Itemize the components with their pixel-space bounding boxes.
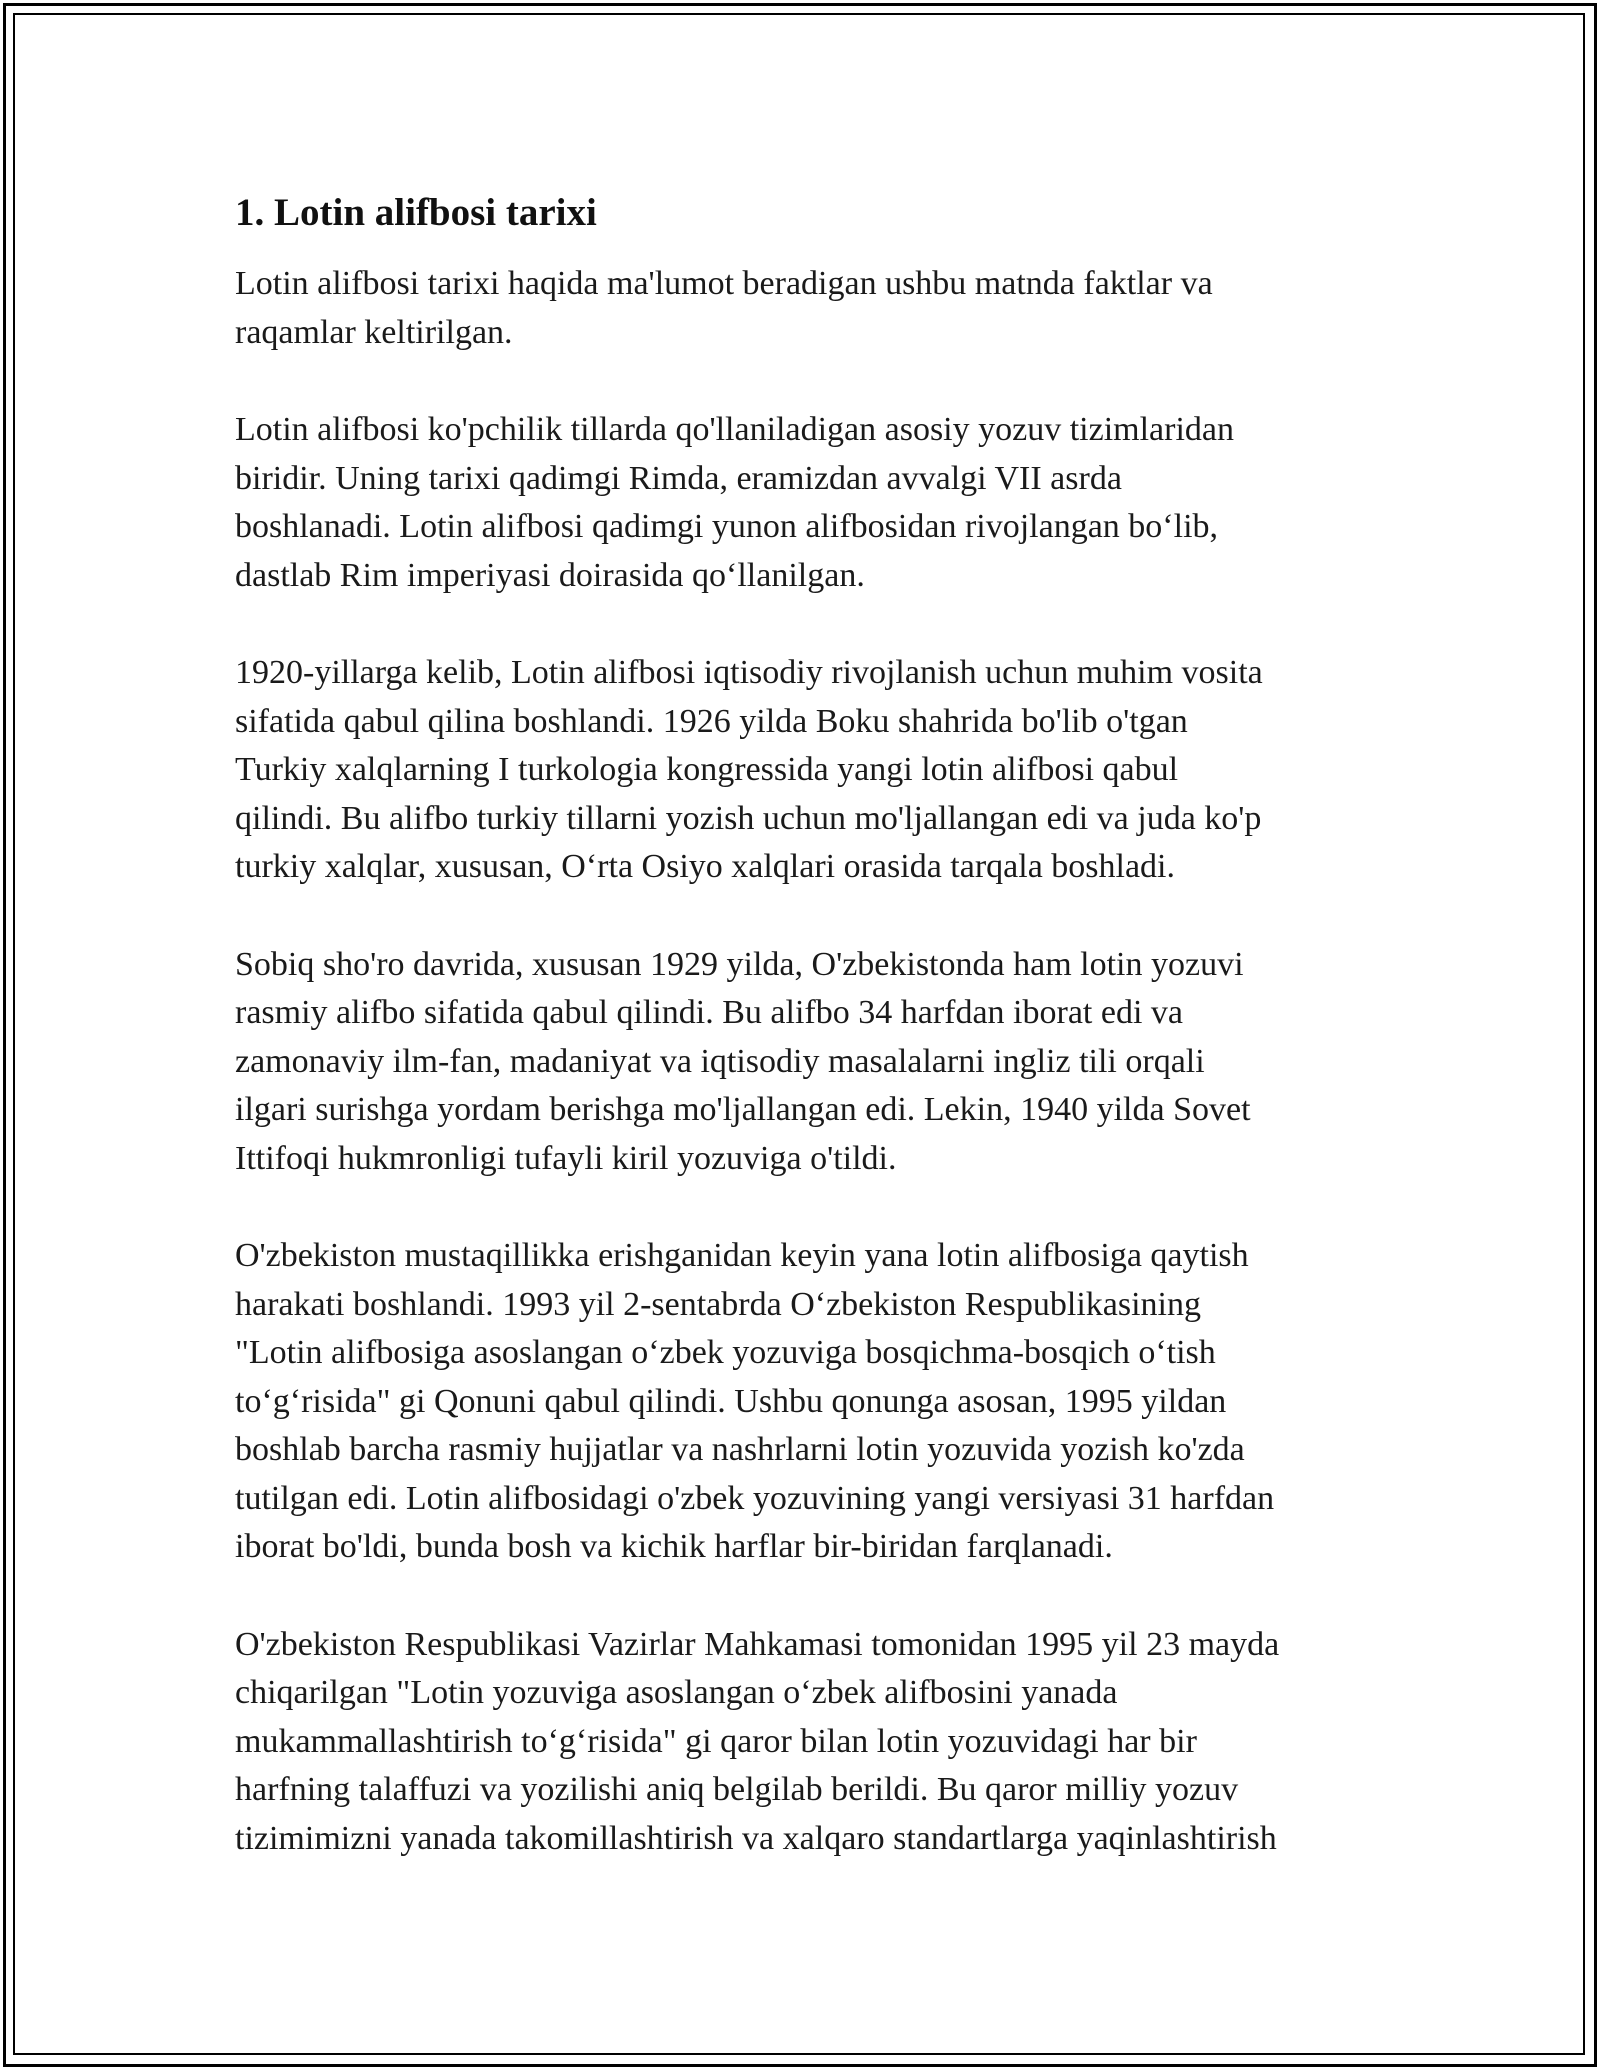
paragraph-line: to‘g‘risida" gi Qonuni qabul qilindi. Ushbu qonunga asosan, 1995 yildan: [235, 1382, 1227, 1420]
paragraph-line: boshlab barcha rasmiy hujjatlar va nashrlarni lotin yozuvida yozish ko'zda: [235, 1431, 1245, 1468]
paragraph-list: [235, 260, 1375, 1863]
document-title: 1. Lotin alifbosi tarixi: [235, 191, 597, 234]
paragraph-line: harfning talaffuzi va yozilishi aniq belgilab berildi. Bu qaror milliy yozuv: [235, 1771, 1239, 1808]
paragraph-line: O'zbekiston mustaqillikka erishganidan keyin yana lotin alifbosiga qaytish: [235, 1237, 1249, 1274]
paragraph-line: boshlanadi. Lotin alifbosi qadimgi yunon alifbosidan rivojlangan bo‘lib,: [235, 508, 1219, 545]
paragraph-line: 1920-yillarga kelib, Lotin alifbosi iqtisodiy rivojlanish uchun muhim vosita: [235, 654, 1263, 691]
document-body: [235, 190, 1375, 1912]
paragraph-line: iborat bo'ldi, bunda bosh va kichik harflar bir-biridan farqlanadi.: [235, 1528, 1113, 1565]
paragraph-line: biridir. Uning tarixi qadimgi Rimda, eramizdan avvalgi VII asrda: [235, 459, 1122, 497]
paragraph-line: mukammallashtirish to‘g‘risida" gi qaror bilan lotin yozuvidagi har bir: [235, 1722, 1197, 1760]
paragraph-3: [235, 649, 1375, 892]
paragraph-line: harakati boshlandi. 1993 yil 2-sentabrda O‘zbekiston Respublikasining: [235, 1285, 1201, 1323]
paragraph-line: sifatida qabul qilina boshlandi. 1926 yilda Boku shahrida bo'lib o'tgan: [235, 702, 1188, 740]
paragraph-line: Lotin alifbosi tarixi haqida ma'lumot beradigan ushbu matnda faktlar va: [235, 265, 1213, 302]
paragraph-line: "Lotin alifbosiga asoslangan o‘zbek yozuviga bosqichma-bosqich o‘tish: [235, 1334, 1216, 1371]
paragraph-6: [235, 1621, 1375, 1864]
paragraph-line: rasmiy alifbo sifatida qabul qilindi. Bu alifbo 34 harfdan iborat edi va: [235, 994, 1183, 1031]
paragraph-5: [235, 1232, 1375, 1572]
paragraph-line: raqamlar keltirilgan.: [235, 313, 513, 351]
paragraph-4: [235, 941, 1375, 1184]
paragraph-line: ilgari surishga yordam berishga mo'ljallangan edi. Lekin, 1940 yilda Sovet: [235, 1091, 1251, 1128]
paragraph-line: chiqarilgan "Lotin yozuviga asoslangan o‘zbek alifbosini yanada: [235, 1674, 1118, 1711]
paragraph-line: Ittifoqi hukmronligi tufayli kiril yozuviga o'tildi.: [235, 1139, 897, 1177]
paragraph-line: dastlab Rim imperiyasi doirasida qo‘llanilgan.: [235, 556, 865, 594]
paragraph-line: tutilgan edi. Lotin alifbosidagi o'zbek yozuvining yangi versiyasi 31 harfdan: [235, 1479, 1275, 1517]
paragraph-2: [235, 406, 1375, 600]
paragraph-line: Turkiy xalqlarning I turkologia kongressida yangi lotin alifbosi qabul: [235, 751, 1179, 788]
paragraph-line: qilindi. Bu alifbo turkiy tillarni yozish uchun mo'ljallangan edi va juda ko'p: [235, 799, 1262, 837]
paragraph-line: Lotin alifbosi ko'pchilik tillarda qo'llaniladigan asosiy yozuv tizimlaridan: [235, 411, 1234, 448]
paragraph-line: Sobiq sho'ro davrida, xususan 1929 yilda, O'zbekistonda ham lotin yozuvi: [235, 945, 1244, 983]
paragraph-line: O'zbekiston Respublikasi Vazirlar Mahkamasi tomonidan 1995 yil 23 mayda: [235, 1625, 1280, 1663]
paragraph-line: turkiy xalqlar, xususan, O‘rta Osiyo xalqlari orasida tarqala boshladi.: [235, 848, 1175, 885]
paragraph-line: zamonaviy ilm-fan, madaniyat va iqtisodiy masalalarni ingliz tili orqali: [235, 1042, 1205, 1080]
paragraph-line: tizimimizni yanada takomillashtirish va xalqaro standartlarga yaqinlashtirish: [235, 1819, 1277, 1857]
paragraph-1: [235, 260, 1375, 357]
